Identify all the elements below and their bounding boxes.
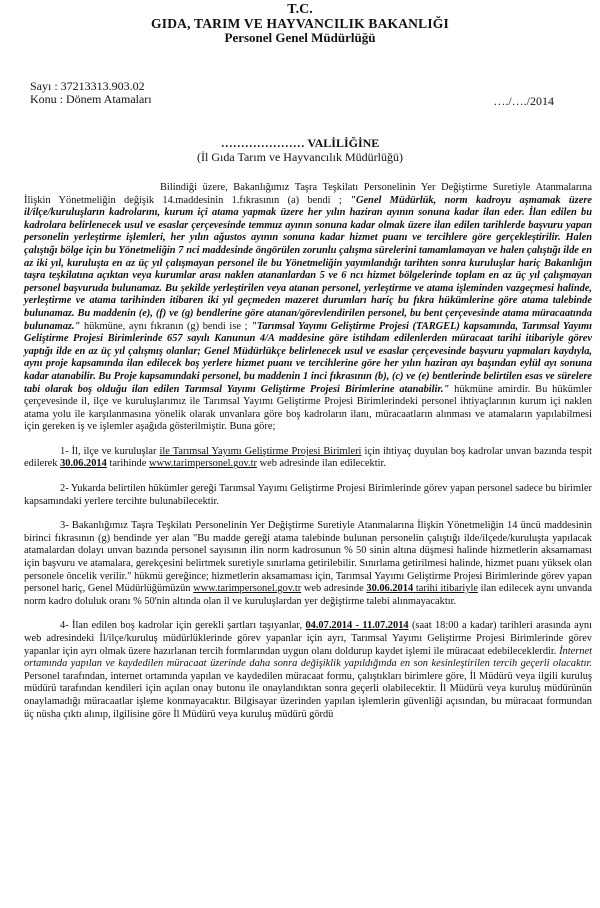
item3-web-link[interactable]: www.tarimpersonel.gov.tr (193, 583, 302, 595)
intro-text-c: hükmüne amirdir. Bu hükümler çerçevesinde il, ilçe ve kuruluşlarımız ile Tarımsal Yayımı Geliştirme Projesi Birimlerindeki personel ihtiyaçlarının kurum içi naklen atama yolu ile karşılanmasına yönelik olarak unvanlara göre boş kadroların ilanı, müracaatların alınması ve atamaların yapılabilmesi için gereken iş ve işlemler aşağıda gösterilmiştir. Buna göre; (24, 383, 593, 433)
paragraph-intro (24, 182, 592, 434)
item1-text-d: web adresinde ilan edilecektir. (256, 458, 386, 470)
letter-body (24, 182, 592, 721)
item3-text-c: tarihi itibariyle (413, 583, 478, 595)
intro-text-b: hükmüne, aynı fıkranın (g) bendi ise ; (80, 320, 252, 332)
item4-text-a: 4- İlan edilen boş kadrolar için gerekli şartları taşıyanlar, (60, 620, 306, 632)
document-date: …./…./2014 (493, 94, 554, 108)
paragraph-item-4 (24, 620, 592, 721)
item3-date: 30.06.2014 (366, 583, 414, 595)
intro-text-a: Bilindiği üzere, Bakanlığımız Taşra Teşkilatı Personelinin Yer Değiştirme Suretiyle Atanmalarına İlişkin Yönetmeliğin değişik 14.maddesinin 1.fıkrasının (a) bendi ; (24, 182, 592, 206)
item1-web-link[interactable]: www.tarimpersonel.gov.tr (148, 458, 257, 470)
addressee-subtitle: (İl Gıda Tarım ve Hayvancılık Müdürlüğü) (197, 150, 403, 164)
subject-line: Konu : Dönem Atamaları (30, 92, 152, 106)
letterhead-tc: T.C. (287, 2, 313, 17)
item1-text-b: için ihtiyaç duyulan boş kadrolar unvan bazında tespit edilerek (24, 445, 592, 470)
paragraph-item-1 (24, 446, 592, 471)
addressee-block (0, 136, 600, 164)
quote-regulation-a: "Genel Müdürlük, norm kadroyu aşmamak üzere il/ilçe/kuruluşların kadrolarını, kurum içi atama yapmak üzere her yılın haziran ayının sonuna kadar ilan eder. İlan edilen bu kadrolara belirlenecek usul ve esaslar çerçevesinde temmuz ayının sonuna kadar olmak üzere ilan edilen tarihlerde başvuru yapan personelin yerleştirme işlemleri, her yılın ağustos ayının sonuna kadar hizmet puanı ve tercihlere göre gerçekleştirilir. Halen çalıştığı bölge için bu Yönetmeliğin 7 nci maddesinde öngörülen zorunlu çalışma sürelerini tamamlamayan ve halen çalıştığı ilde en az iki yıl, kuruluşta en az üç yıl çalışmayan personel ile bu Yönetmeliğin yayımlandığı tarihten sonra kuruluşlar hariç Bakanlığın taşra teşkilatına açıktan veya kurumlar arası naklen atananlardan 5 ve 6 ncı hizmet bölgelerinde toplam en az üç yıl çalışmayan personel başvuruda bulunamaz. Bu şekilde yerleştirilen veya atanan personel, yerleştirme ve atama işleminden vazgeçmesi halinde, yerleştirme ve atama tarihinden itibaren iki yıl geçmeden mazeret durumları hariç bu fıkra hükümlerine göre atama talebinde bulunamaz. Bu maddenin (e), (f) ve (g) bendlerine göre atanan/görevlendirilen personel, bu bent çerçevesinde atama müracaatında bulunamaz." (24, 194, 592, 332)
paragraph-item-2: 2- Yukarda belirtilen hükümler gereği Tarımsal Yayımı Geliştirme Projesi Birimlerinde görev yapan personel sadece bu birimler kapsamındaki yerlere tercihte bulunabilecektir. (24, 483, 592, 507)
item3-text-b: web adresinde (301, 583, 367, 595)
quote-regulation-g: "Tarımsal Yayımı Geliştirme Projesi (TARGEL) kapsamında, Tarımsal Yayımı Geliştirme Projesi Birimlerinde 657 sayılı Kanunun 4/A maddesine göre istihdam edilenlerden müracaat tarihi itibariyle görev yaptığı ilde en az üç yıl çalışmış olanlar; Genel Müdürlükçe belirlenecek usul ve esaslar çerçevesinde başvuru yapmaları kaydıyla, aynı proje kapsamında ilan edilecek boş yerlere hizmet puanı ve tercihlerine göre her yılın haziran ayı başından eylül ayı sonuna kadar atanabilir. Bu Proje kapsamındaki personel, bu maddenin 1 inci fıkrasının (b), (c) ve (e) bentlerinde belirtilen esas ve sürelere tabi olarak boş olduğu ilan edilen Tarımsal Yayımı Geliştirme Projesi Birimlerine atanabilir." (24, 320, 592, 395)
item1-units-underlined: ile Tarımsal Yayımı Geliştirme Projesi Birimleri (159, 445, 362, 457)
addressee-title: ………………… VALİLİĞİNE (220, 136, 380, 150)
item3-text-a: 3- Bakanlığımız Taşra Teşkilatı Personelinin Yer Değiştirme Suretiyle Atanmalarına İlişkin Yönetmeliğin 14 üncü maddesinin birinci fıkrasının (g) bendinde yer alan "Bu madde gereği atama talebinde bulunan personelin çalıştığı ilde/ilçede/kuruluşta yapılacak atamalardan dolayı unvan bazında personel sayısının ilin norm kadrosunun % 50 sinin altına düşmesi halinde hizmetlerin aksamaması için başvuru ve atamalara, gerekçesini belirtmek suretiyle sınırlama getirilebilir. Sınırlama getirilmesi halinde, hizmet puanı yüksek olan personele öncelik verilir." hükmü gereğince; hizmetlerin aksamaması için, Tarımsal Yayımı Geliştirme Projesi Birimlerinde görev yapan personel hariç, Genel Müdürlüğümüzün (24, 520, 592, 595)
letterhead-ministry: GIDA, TARIM VE HAYVANCILIK BAKANLIĞI (151, 16, 449, 31)
item1-text-c: tarihinde (106, 458, 149, 470)
paragraph-item-3 (24, 520, 592, 608)
item1-date: 30.06.2014 (60, 458, 107, 470)
item3-text-d: ilan edilecek aynı unvanda norm kadro doluluk oranı % 50'nin altında olan il ve kuruluşlardan yer değiştirme talebi alınmayacaktır. (24, 583, 592, 607)
item4-text-b: (saat 18:00 a kadar) tarihleri arasında aynı web adresindeki İl/ilçe/kuruluş müdürlüklerinde görev yapanlar için ayrı, Tarımsal Yayımı Geliştirme Projesi Birimlerinde görev yapanlar için ayrı olmak üzere hazırlanan tercih formlarından uygun olanı doldurup kaydet işlemi ile müracaat edebileceklerdir. (24, 620, 593, 657)
reference-number: Sayı : 37213313.903.02 (30, 79, 145, 93)
letterhead (0, 3, 600, 45)
document-meta (30, 80, 152, 106)
item4-dates: 04.07.2014 - 11.07.2014 (305, 620, 409, 632)
letterhead-department: Personel Genel Müdürlüğü (224, 30, 376, 45)
item4-text-c: Personel tarafından, internet ortamında yapılan ve kaydedilen müracaat formu, çalıştıkları birimlere göre, İl Müdürü veya ilgili kuruluş müdürü tarafından kendileri için açılan onay butonu ile onaylandıktan sonra geçerli olabilecektir. İl Müdürü veya kuruluş müdürünün onaylamadığı müracaatlar işleme konmayacaktır. Bilgisayar üzerinden yapılan işlemlerin güvenliği açısından, bu müracaat formundan üç nüsha çıktı alınıp, ilgilisine göre İl Müdürü veya kuruluş müdürü gördü (24, 670, 592, 720)
item1-text-a: 1- İl, ilçe ve kuruluşlar (60, 445, 160, 457)
item4-italic-note: İnternet ortamında yapılan ve kaydedilen müracaat üzerinde daha sonra değişiklik yapıldığında en son kesinleştirilen tercih geçerli olacaktır. (24, 645, 592, 670)
